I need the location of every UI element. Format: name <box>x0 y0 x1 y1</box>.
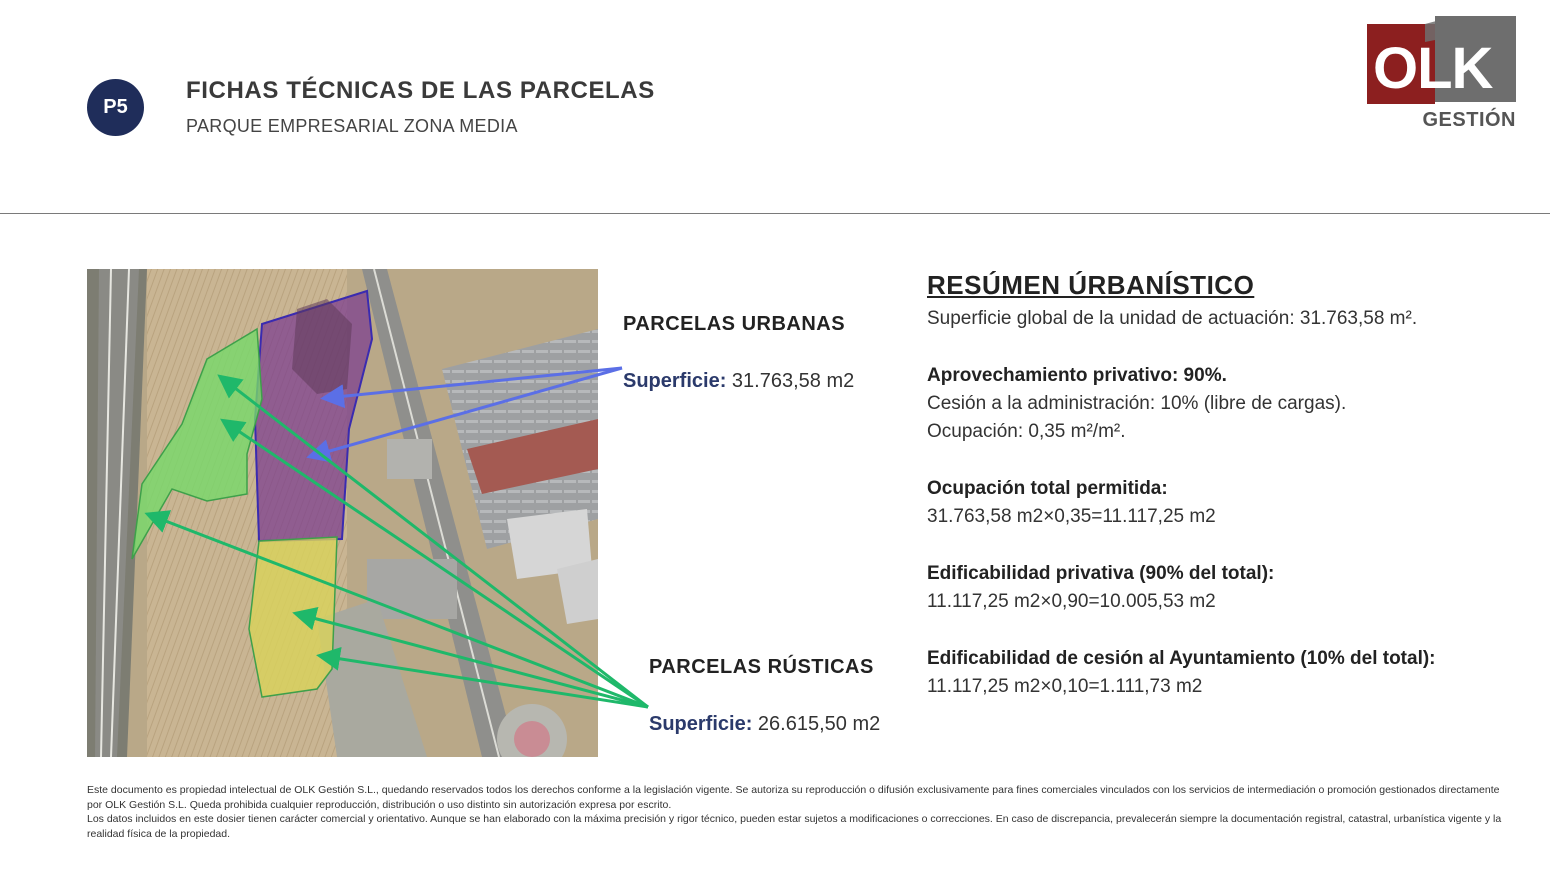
legal-footer <box>87 783 1507 841</box>
edificabilidad-privativa-heading: Edificabilidad privativa (90% del total): <box>927 563 1275 584</box>
ocupacion-total-heading: Ocupación total permitida: <box>927 478 1168 499</box>
superficie-value: 31.763,58 m2 <box>726 370 855 392</box>
superficie-label: Superficie: <box>623 370 727 392</box>
page-badge <box>87 79 144 136</box>
parcelas-urbanas-superficie <box>623 370 854 393</box>
superficie-value: 26.615,50 m2 <box>752 713 881 735</box>
edificabilidad-cesion-heading: Edificabilidad de cesión al Ayuntamiento (10% del total): <box>927 648 1436 669</box>
page-badge-label: P5 <box>103 96 128 118</box>
olk-logo-mark <box>1367 16 1517 104</box>
page-subtitle: PARQUE EMPRESARIAL ZONA MEDIA <box>186 116 518 136</box>
footer-paragraph-1: Este documento es propiedad intelectual de OLK Gestión S.L., quedando reservados todos los derechos conforme a la legislación vigente. Se autoriza su reproducción o difusión exclusivamente para fines comerciales vinculados con los servicios de intermediación o promoción gestionados directamente por OLK Gestión S.L. Queda prohibida cualquier reproducción, distribución o uso distinto sin autorización expresa por escrito. <box>87 784 1500 811</box>
edificabilidad-cesion-value: 11.117,25 m2×0,10=1.111,73 m2 <box>927 676 1203 697</box>
resumen-heading: RESÚMEN ÚRBANÍSTICO <box>927 270 1255 300</box>
olk-logo-subtitle: GESTIÓN <box>1422 109 1516 131</box>
superficie-label: Superficie: <box>649 713 753 735</box>
footer-paragraph-2: Los datos incluidos en este dosier tienen carácter comercial y orientativo. Aunque se han elaborado con la máxima precisión y rigor técnico, pueden estar sujetos a modificaciones o correcciones. En caso de discrepancia, prevalecerán siempre la documentación registral, catastral, urbanística vigente y la realidad física de la propiedad. <box>87 813 1502 840</box>
resumen-urbanistico <box>927 270 1527 701</box>
ocupacion-total-value: 31.763,58 m2×0,35=11.117,25 m2 <box>927 506 1216 527</box>
parcelas-rusticas-title: PARCELAS RÚSTICAS <box>649 656 874 678</box>
edificabilidad-privativa-value: 11.117,25 m2×0,90=10.005,53 m2 <box>927 591 1216 612</box>
cesion-administracion: Cesión a la administración: 10% (libre de cargas). <box>927 393 1347 414</box>
svg-text:OLK: OLK <box>1373 36 1493 101</box>
aprovechamiento-privativo: Aprovechamiento privativo: 90%. <box>927 365 1227 386</box>
olk-logo <box>1367 16 1517 136</box>
parcelas-rusticas-superficie <box>649 713 880 736</box>
header-divider <box>0 213 1550 214</box>
ocupacion: Ocupación: 0,35 m²/m². <box>927 421 1126 442</box>
parcelas-urbanas-title: PARCELAS URBANAS <box>623 313 846 335</box>
superficie-global: Superficie global de la unidad de actuación: 31.763,58 m². <box>927 308 1418 329</box>
page-title: FICHAS TÉCNICAS DE LAS PARCELAS <box>186 77 655 104</box>
aerial-map-image <box>87 269 598 757</box>
